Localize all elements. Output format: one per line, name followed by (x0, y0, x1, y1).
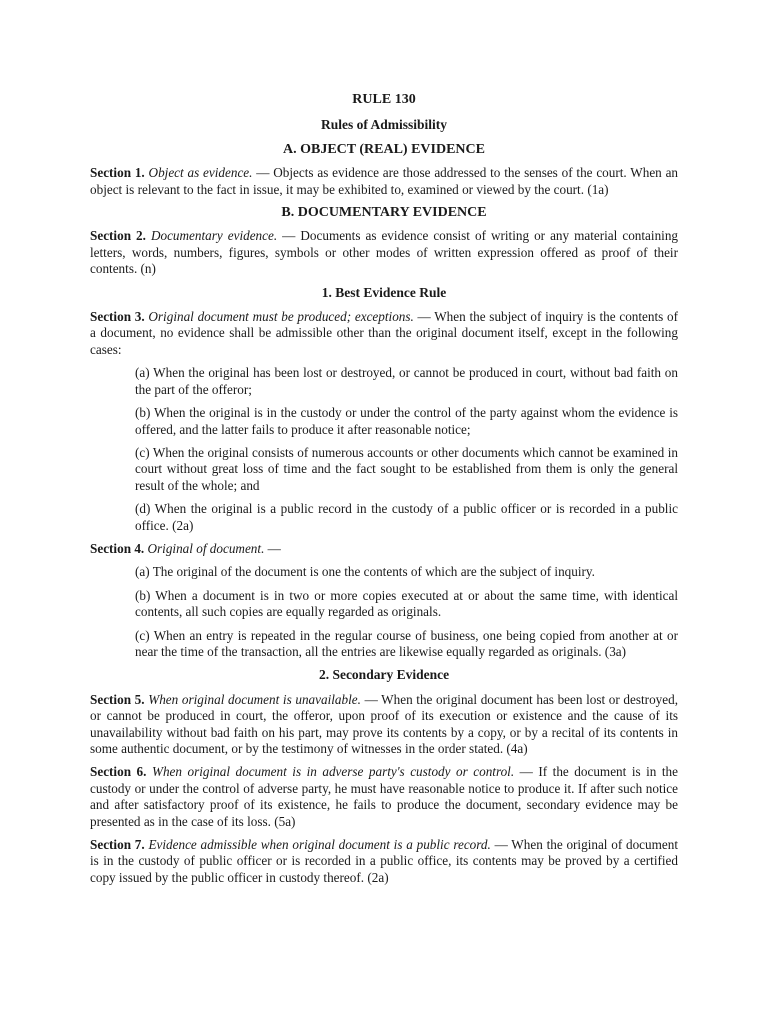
section-3-item-a: (a) When the original has been lost or destroyed, or cannot be produced in court, without bad faith on the part of the offeror; (135, 365, 678, 397)
section-2 (90, 228, 678, 277)
section-6 (90, 764, 678, 830)
section-5-title: When original document is unavailable. (148, 691, 361, 707)
section-6-label: Section 6. (90, 764, 147, 780)
section-7-title: Evidence admissible when original document is a public record. (148, 837, 491, 853)
section-4 (90, 541, 678, 557)
section-5-label: Section 5. (90, 691, 145, 707)
section-5-body: — When the original document has been lost or destroyed, or cannot be produced in court, the offeror, upon proof of its execution or existence and the cause of its unavailability without bad faith on his part, may prove its contents by a copy, or by a recital of its contents in some authentic document, or by the testimony of witnesses in the order stated. (4a) (90, 691, 678, 756)
section-3-item-c: (c) When the original consists of numerous accounts or other documents which cannot be examined in court without great loss of time and the fact sought to be established from them is only the general result of the whole; and (135, 444, 678, 493)
section-4-body: — (264, 540, 281, 556)
section-6-body: — If the document is in the custody or under the control of adverse party, he must have reasonable notice to produce it. If after such notice and after satisfactory proof of its existence, he fails to produce the document, secondary evidence may be presented as in the case of its loss. (5a) (90, 764, 679, 829)
rule-number: RULE 130 (352, 92, 416, 107)
section-1-title: Object as evidence. (148, 165, 253, 181)
section-1-label: Section 1. (90, 165, 145, 181)
section-3-label: Section 3. (90, 309, 145, 325)
section-3 (90, 309, 678, 358)
section-4-item-b: (b) When a document is in two or more copies executed at or about the same time, with identical contents, all such copies are equally regarded as originals. (135, 587, 678, 620)
subheading-secondary-evidence: 2. Secondary Evidence (318, 667, 450, 683)
section-7-body: — When the original of document is in the custody of public officer or is recorded in a public office, its contents may be proved by a certified copy issued by the public officer in custody thereof. (2a) (90, 837, 678, 885)
section-6-title: When original document is in adverse party's custody or control. (151, 764, 515, 780)
section-2-title: Documentary evidence. (150, 228, 278, 244)
section-7 (90, 837, 678, 886)
section-4-title: Original of document. (147, 540, 265, 556)
rule-title: Rules of Admissibility (320, 117, 448, 133)
section-3-item-d: (d) When the original is a public record in the custody of a public officer or is recorded in a public office. (2a) (135, 501, 678, 533)
subheading-best-evidence-rule: 1. Best Evidence Rule (321, 284, 447, 300)
section-1 (90, 165, 678, 198)
part-b-heading: B. DOCUMENTARY EVIDENCE (281, 205, 487, 221)
section-4-label: Section 4. (90, 540, 145, 556)
section-3-body: — When the subject of inquiry is the contents of a document, no evidence shall be admissible other than the original document itself, except in the following cases: (90, 309, 679, 357)
section-4-item-a: (a) The original of the document is one the contents of which are the subject of inquiry. (135, 564, 595, 580)
section-2-label: Section 2. (90, 228, 146, 244)
section-2-body: — Documents as evidence consist of writing or any material containing letters, words, numbers, figures, symbols or other modes of written expression offered as proof of their contents. (n) (90, 228, 679, 277)
section-5 (90, 692, 678, 758)
section-3-item-b: (b) When the original is in the custody or under the control of the party against whom the evidence is offered, and the latter fails to produce it after reasonable notice; (135, 405, 678, 437)
document-body (90, 92, 678, 893)
section-4-item-c: (c) When an entry is repeated in the regular course of business, one being copied from another at or near the time of the transaction, all the entries are likewise equally regarded as originals. (3a) (135, 627, 678, 659)
section-1-body: — Objects as evidence are those addressed to the senses of the court. When an object is relevant to the fact in issue, it may be exhibited to, examined or viewed by the court. (1a) (90, 165, 679, 197)
section-7-label: Section 7. (90, 837, 145, 853)
section-3-title: Original document must be produced; exceptions. (148, 309, 414, 325)
part-a-heading: A. OBJECT (REAL) EVIDENCE (283, 141, 485, 157)
